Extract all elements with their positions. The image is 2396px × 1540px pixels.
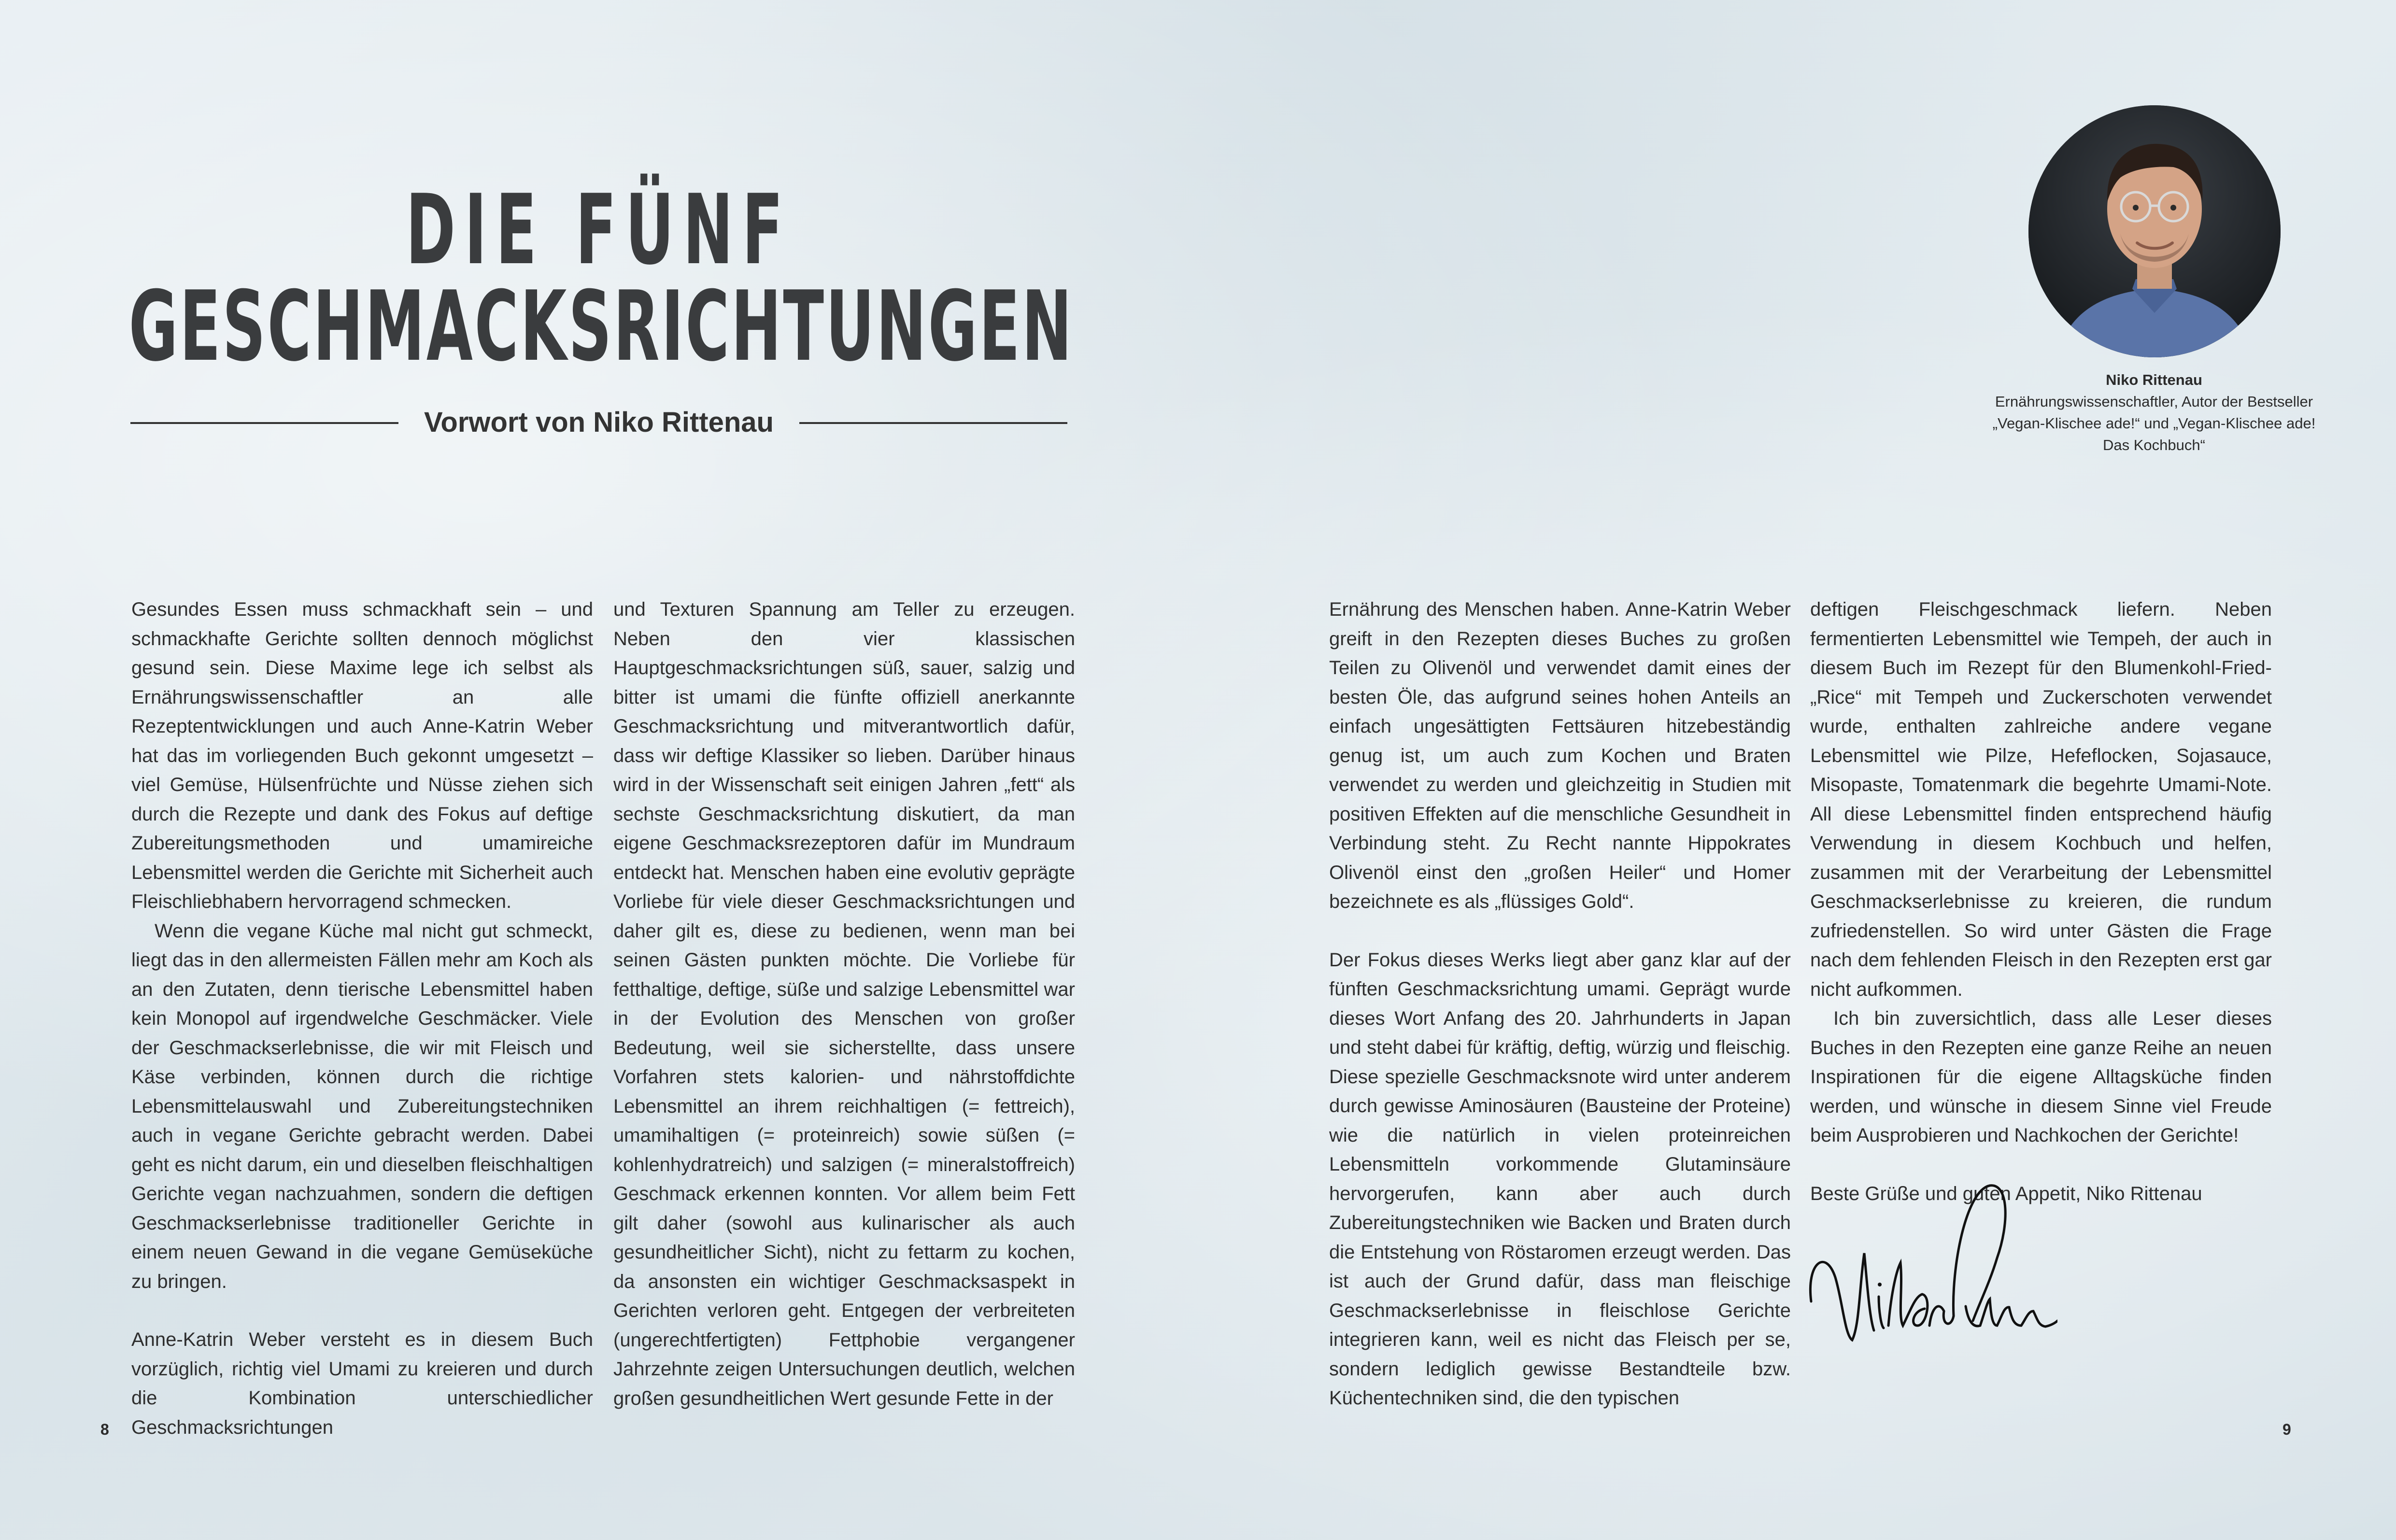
subtitle-row: [130, 401, 1067, 444]
author-portrait: [2028, 105, 2281, 357]
paragraph: Ich bin zuversichtlich, dass alle Leser dieses Buches in den Rezepten eine ganze Reihe an neuen Inspirationen für die eigene Alltagsküche finden werden, und wünsche in diesem Sinne viel Freude beim Ausprobieren und Nachkochen der Gerichte!: [1810, 1008, 2272, 1146]
author-name: Niko Rittenau: [2106, 371, 2202, 388]
page-number-right: 9: [2283, 1421, 2291, 1438]
paragraph: und Texturen Spannung am Teller zu erzeugen. Neben den vier klassischen Hauptgeschmacksrichtungen süß, sauer, salzig und bitter ist umami die fünfte offiziell anerkannte Geschmacksrichtung und mitverantwortlich dafür, dass wir deftige Klassiker so lieben. Darüber hinaus wird in der Wissenschaft seit einigen Jahren „fett“ als sechste Geschmacksrichtung diskutiert, da man eigene Geschmacksrezeptoren dafür im Mundraum entdeckt hat. Menschen haben eine evolutiv geprägte Vorliebe für viele dieser Geschmacksrichtungen und daher gilt es, diese zu bedienen, wenn man bei seinen Gästen punkten möchte. Die Vorliebe für fetthaltige, deftige, süße und salzige Lebensmittel war in der Evolution des Menschen von großer Bedeutung, weil sie sicherstellte, dass unsere Vorfahren stets kalorien- und nährstoffdichte Lebensmittel an ihrem reichhaltigen (= fettreich), umamihaltigen (= proteinreich) sowie süßen (= kohlenhydratreich) und salzigen (= mineralstoffreich) Geschmack erkennen konnten. Vor allem beim Fett gilt daher (sowohl aus kulinarischer als auch gesundheitlicher Sicht), nicht zu fettarm zu kochen, da ansonsten ein wichtiger Geschmacksaspekt in Gerichten verloren geht. Entgegen der verbreiteten (ungerechtfertigten) Fettphobie vergangener Jahrzehnte zeigen Untersuchungen deutlich, welchen großen gesundheitlichen Wert gesunde Fette in der: [613, 599, 1075, 1409]
portrait-illustration: [2028, 105, 2281, 357]
author-description-line: Ernährungswissenschaftler, Autor der Bestseller: [1995, 393, 2313, 410]
text-column-4: [1810, 595, 2272, 1208]
paragraph: Ernährung des Menschen haben. Anne-Katrin Weber greift in den Rezepten dieses Buches zu großen Teilen zu Olivenöl und verwendet damit eines der besten Öle, das aufgrund seines hohen Anteils an einfach ungesättigten Fettsäuren hitzebeständig genug ist, um auch zum Kochen und Braten verwendet zu werden und gleichzeitig in Studien mit positiven Effekten auf die menschliche Gesundheit in Verbindung steht. Zu Recht nannte Hippokrates Olivenöl einst den „großen Heiler“ und Homer bezeichnete es als „flüssiges Gold“.: [1329, 599, 1791, 912]
paragraph: Wenn die vegane Küche mal nicht gut schmeckt, liegt das in den allermeisten Fällen mehr am Koch als an den Zutaten, denn tierische Lebensmittel haben kein Monopol auf irgendwelche Geschmäcker. Viele der Geschmackserlebnisse, die wir mit Fleisch und Käse verbinden, können durch die richtige Lebensmittelauswahl und Zubereitungstechniken auch in vegane Gerichte gebracht werden. Dabei geht es nicht darum, ein und dieselben fleischhaltigen Gerichte vegan nachzuahmen, sondern die deftigen Geschmackserlebnisse traditioneller Gerichte in einem neuen Gewand in die vegane Gemüseküche zu bringen.: [131, 920, 593, 1292]
chapter-title-line-1: DIE FÜNF: [406, 174, 792, 286]
paragraph: Anne-Katrin Weber versteht es in diesem Buch vorzüglich, richtig viel Umami zu kreieren und durch die Kombination unterschiedlicher Geschmacksrichtungen: [131, 1329, 593, 1438]
handwritten-signature: [1806, 1181, 2057, 1364]
author-description-line: Das Kochbuch“: [2103, 437, 2205, 453]
page-number-left: 8: [100, 1421, 109, 1438]
paragraph: Der Fokus dieses Werks liegt aber ganz klar auf der fünften Geschmacksrichtung umami. Geprägt wurde dieses Wort Anfang des 20. Jahrhunderts in Japan und steht dabei für kräftig, deftig, würzig und fleischig. Diese spezielle Geschmacksnote wird unter anderem durch gewisse Aminosäuren (Bausteine der Proteine) wie die natürlich in vielen proteinreichen Lebensmitteln vorkommende Glutaminsäure hervorgerufen, kann aber auch durch Zubereitungstechniken wie Backen und Braten durch die Entstehung von Röstaromen erzeugt werden. Das ist auch der Grund dafür, dass man fleischige Geschmackserlebnisse in fleischlose Gerichte integrieren kann, weil es nicht das Fleisch per se, sondern lediglich gewisse Bestandteile bzw. Küchentechniken sind, die den typischen: [1329, 949, 1791, 1409]
closing-line: Beste Grüße und guten Appetit, Niko Rittenau: [1810, 1183, 2202, 1204]
text-column-1: [131, 595, 593, 1442]
subtitle-rule-right: [799, 422, 1067, 424]
paragraph: deftigen Fleischgeschmack liefern. Neben fermentierten Lebensmittel wie Tempeh, der auch in diesem Buch im Rezept für den Blumenkohl-Fried-„Rice“ mit Tempeh und Zuckerschoten verwendet wurde, enthalten zahlreiche andere vegane Lebensmittel wie Pilze, Hefeflocken, Sojasauce, Misopaste, Tomatenmark die begehrte Umami-Note. All diese Lebensmittel finden entsprechend häufig Verwendung in diesem Kochbuch und helfen, zusammen mit der Verarbeitung der Lebensmittel Geschmackserlebnisse zu kreieren, die rundum zufriedenstellen. So wird unter Gästen die Frage nach dem fehlenden Fleisch in den Rezepten erst gar nicht aufkommen.: [1810, 599, 2272, 1000]
chapter-title-line-2: GESCHMACKSRICHTUNGEN: [128, 270, 1074, 383]
subtitle: Vorwort von Niko Rittenau: [424, 407, 774, 438]
paragraph: Gesundes Essen muss schmackhaft sein – und schmackhafte Gerichte sollten dennoch möglichst gesund sein. Diese Maxime lege ich selbst als Ernährungswissenschaftler an alle Rezeptentwicklungen und auch Anne-Katrin Weber hat das im vorliegenden Buch gekonnt umgesetzt – viel Gemüse, Hülsenfrüchte und Nüsse ziehen sich durch die Rezepte und dank des Fokus auf deftige Zubereitungsmethoden und umamireiche Lebensmittel werden die Gerichte mit Sicherheit auch Fleischliebhabern hervorragend schmecken.: [131, 599, 593, 912]
text-column-2: [613, 595, 1075, 1413]
author-caption: [1913, 369, 2396, 456]
subtitle-rule-left: [130, 422, 398, 424]
text-column-3: [1329, 595, 1791, 1413]
author-description-line: „Vegan-Klischee ade!“ und „Vegan-Klischee ade!: [1992, 415, 2316, 432]
